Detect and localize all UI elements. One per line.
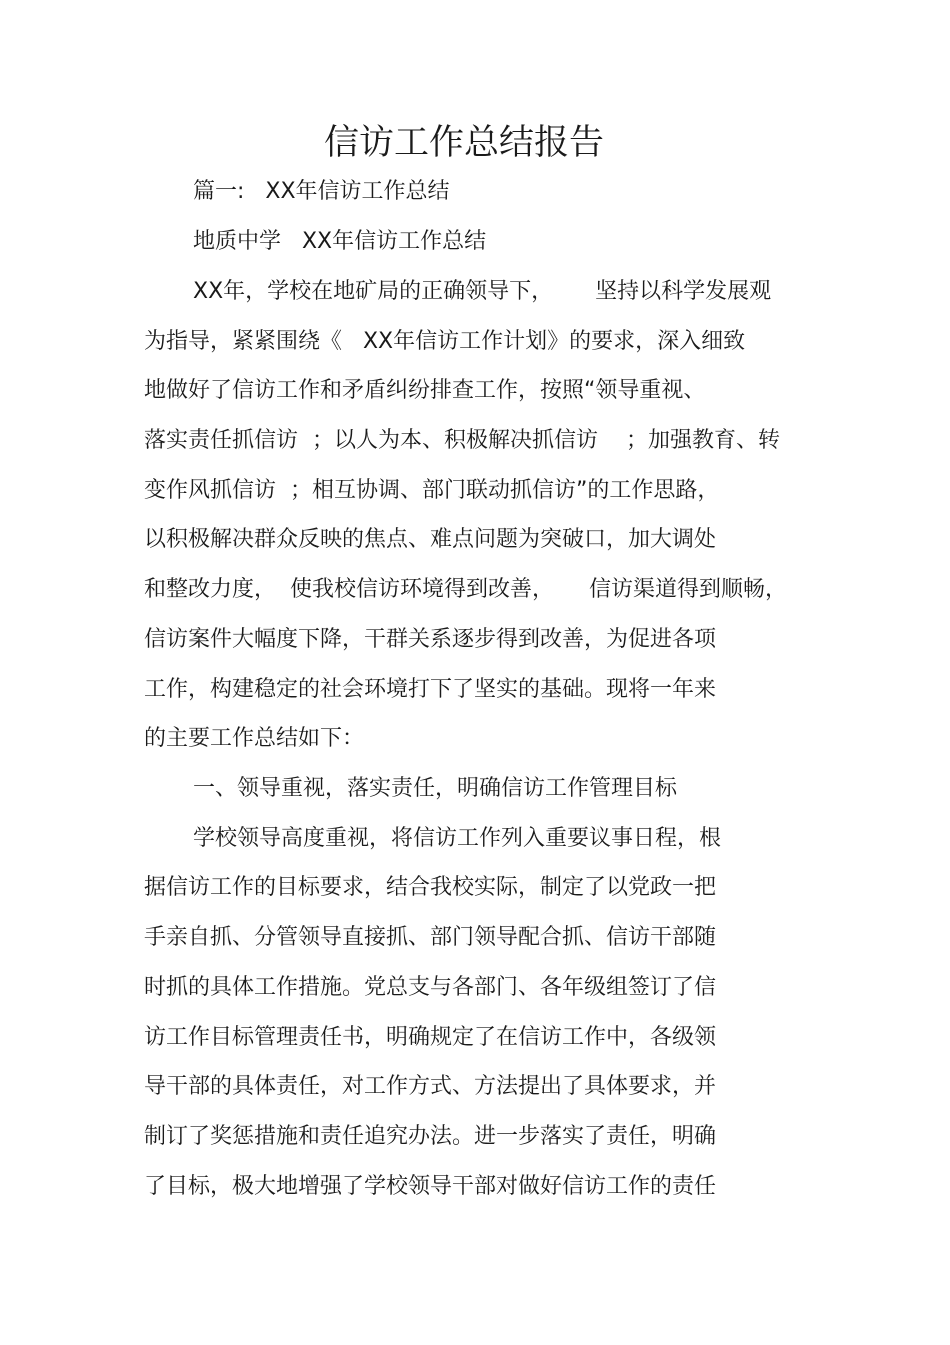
paragraph-line: 变作风抓信访 ；相互协调、部门联动抓信访”的工作思路， bbox=[144, 478, 720, 503]
heading-school-summary: 地质中学 XX年信访工作总结 bbox=[193, 229, 487, 254]
paragraph-line: 了目标，极大地增强了学校领导干部对做好信访工作的责任 bbox=[144, 1174, 717, 1199]
paragraph-line: 工作，构建稳定的社会环境打下了坚实的基础。现将一年来 bbox=[144, 677, 717, 702]
paragraph-line: 的主要工作总结如下： bbox=[144, 726, 365, 751]
paragraph-line: 以积极解决群众反映的焦点、难点问题为突破口，加大调处 bbox=[144, 527, 717, 552]
section-heading-one: 一、领导重视，落实责任，明确信访工作管理目标 bbox=[193, 776, 678, 801]
paragraph-line: 学校领导高度重视，将信访工作列入重要议事日程，根 bbox=[193, 826, 722, 851]
heading-part-one: 篇一: XX年信访工作总结 bbox=[193, 179, 450, 204]
paragraph-line: 为指导，紧紧围绕《 XX年信访工作计划》的要求，深入细致 bbox=[144, 329, 746, 354]
paragraph-line: 落实责任抓信访 ；以人为本、积极解决抓信访 ；加强教育、转 bbox=[144, 428, 780, 453]
paragraph-line: 和整改力度， 使我校信访环境得到改善， 信访渠道得到顺畅， bbox=[144, 577, 787, 602]
paragraph-line: 信访案件大幅度下降，干群关系逐步得到改善，为促进各项 bbox=[144, 627, 717, 652]
paragraph-line: 导干部的具体责任，对工作方式、方法提出了具体要求，并 bbox=[144, 1074, 717, 1099]
paragraph-line: 制订了奖惩措施和责任追究办法。进一步落实了责任，明确 bbox=[144, 1124, 717, 1149]
paragraph-line: XX年，学校在地矿局的正确领导下， 坚持以科学发展观 bbox=[193, 279, 772, 304]
paragraph-line: 时抓的具体工作措施。党总支与各部门、各年级组签订了信 bbox=[144, 975, 717, 1000]
paragraph-line: 手亲自抓、分管领导直接抓、部门领导配合抓、信访干部随 bbox=[144, 925, 717, 950]
document-title: 信访工作总结报告 bbox=[323, 123, 604, 163]
paragraph-line: 据信访工作的目标要求，结合我校实际，制定了以党政一把 bbox=[144, 875, 717, 900]
paragraph-line: 地做好了信访工作和矛盾纠纷排查工作，按照“领导重视、 bbox=[144, 378, 706, 403]
paragraph-line: 访工作目标管理责任书，明确规定了在信访工作中，各级领 bbox=[144, 1025, 717, 1050]
